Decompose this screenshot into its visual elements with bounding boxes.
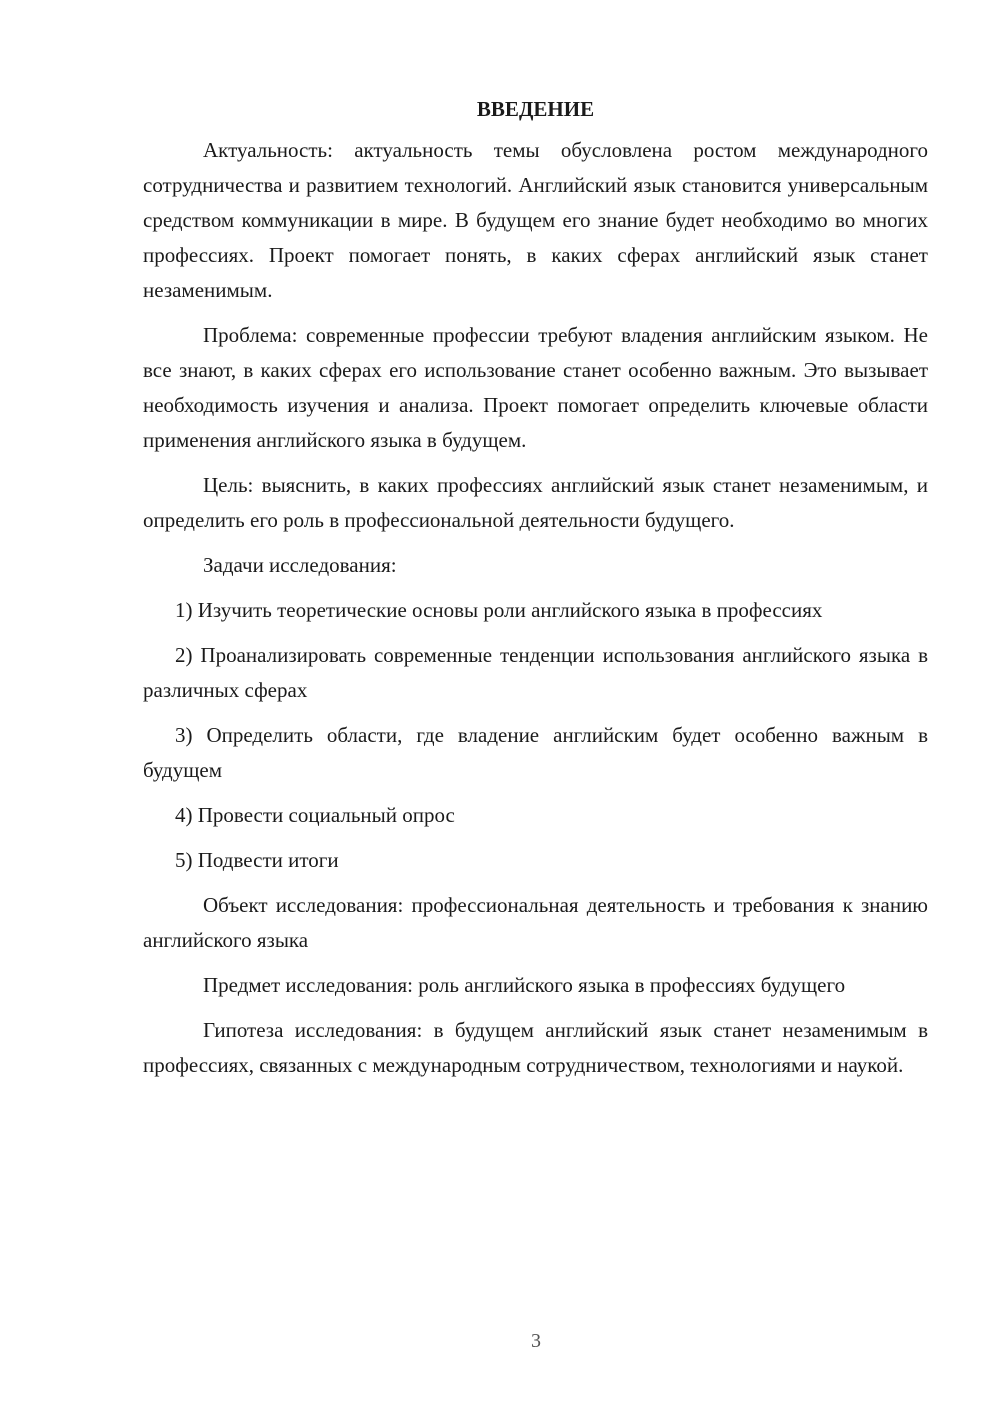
page-title: ВВЕДЕНИЕ — [476, 97, 595, 121]
task-item-1: 1) Изучить теоретические основы роли английского языка в профессиях — [175, 598, 823, 622]
document-page — [143, 92, 928, 1093]
goal-paragraph: Цель: выяснить, в каких профессиях английский язык станет незаменимым, и определить его роль в профессиональной деятельности будущего. — [143, 473, 928, 532]
task-item-2: 2) Проанализировать современные тенденции использования английского языка в различных сферах — [143, 643, 928, 702]
task-item-4: 4) Провести социальный опрос — [175, 803, 455, 827]
relevance-paragraph: Актуальность: актуальность темы обусловлена ростом международного сотрудничества и развитием технологий. Английский язык становится универсальным средством коммуникации в мире. В будущем его знание будет необходимо во многих профессиях. Проект помогает понять, в каких сферах английский язык станет незаменимым. — [143, 138, 928, 302]
tasks-heading: Задачи исследования: — [203, 553, 397, 577]
problem-paragraph: Проблема: современные профессии требуют владения английским языком. Не все знают, в каких сферах его использование станет особенно важным. Это вызывает необходимость изучения и анализа. Проект помогает определить ключевые области применения английского языка в будущем. — [143, 323, 928, 452]
task-item-3: 3) Определить области, где владение английским будет особенно важным в будущем — [143, 723, 928, 782]
subject-paragraph: Предмет исследования: роль английского языка в профессиях будущего — [203, 973, 846, 997]
hypothesis-paragraph: Гипотеза исследования: в будущем английский язык станет незаменимым в профессиях, связанных с международным сотрудничеством, технологиями и наукой. — [143, 1018, 928, 1077]
page-number: 3 — [531, 1330, 541, 1352]
task-item-5: 5) Подвести итоги — [175, 848, 339, 872]
object-paragraph: Объект исследования: профессиональная деятельность и требования к знанию английского языка — [143, 893, 928, 952]
